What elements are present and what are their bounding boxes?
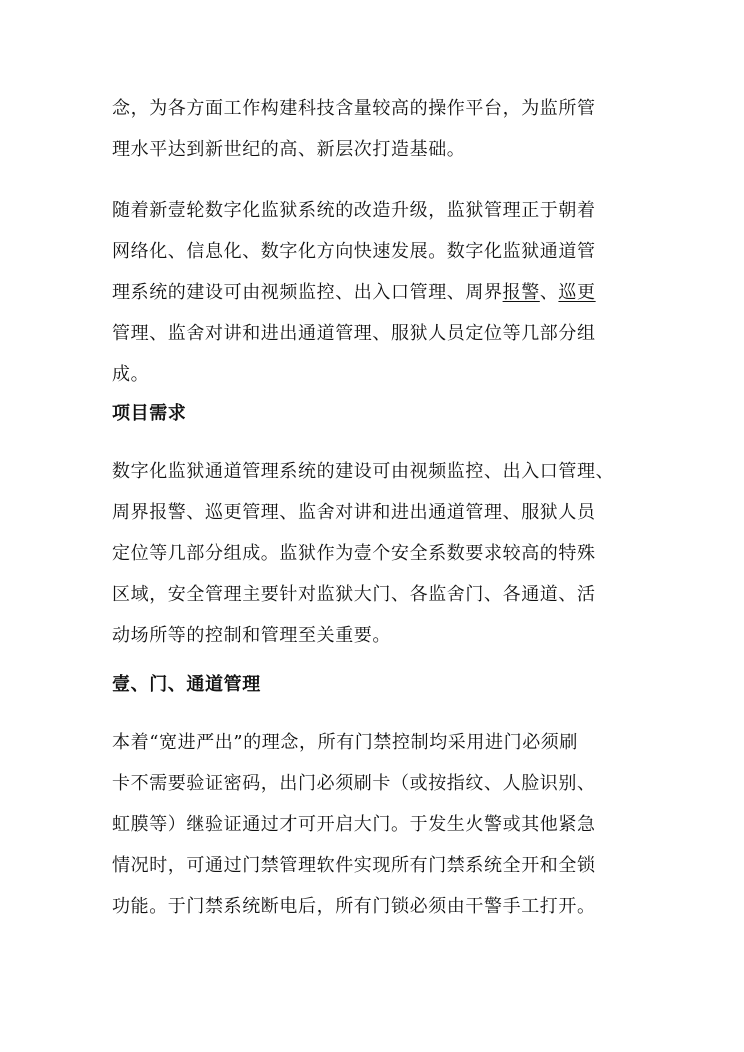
link-alarm[interactable]: 报警 (502, 282, 540, 303)
text-line: 随着新壹轮数字化监狱系统的改造升级，监狱管理正于朝着 (112, 200, 596, 221)
text-line: 动场所等的控制和管理至关重要。 (112, 625, 391, 646)
text-line: 情况时，可通过门禁管理软件实现所有门禁系统全开和全锁 (112, 855, 596, 876)
paragraph-door-control (112, 722, 636, 927)
text-line: 周界报警、巡更管理、监舍对讲和进出通道管理、服狱人员 (112, 502, 596, 523)
text-line: 本着“宽进严出”的理念，所有门禁控制均采用进门必须刷 (112, 732, 579, 753)
paragraph-intro-continuation (112, 88, 636, 170)
text-line: 念，为各方面工作构建科技含量较高的操作平台，为监所管 (112, 98, 596, 119)
text-line: 理水平达到新世纪的高、新层次打造基础。 (112, 139, 466, 160)
text-line: 虹膜等）继验证通过才可开启大门。于发生火警或其他紧急 (112, 814, 596, 835)
paragraph-upgrade (112, 190, 636, 395)
text-line: 成。 (112, 364, 150, 385)
text-line: 管理、监舍对讲和进出通道管理、服狱人员定位等几部分组 (112, 323, 596, 344)
text-line: 定位等几部分组成。监狱作为壹个安全系数要求较高的特殊 (112, 543, 596, 564)
text-separator: 、 (539, 282, 559, 303)
text-line: 数字化监狱通道管理系统的建设可由视频监控、出入口管理、 (112, 461, 615, 482)
text-line: 卡不需要验证密码，出门必须刷卡（或按指纹、人脸识别、 (112, 773, 596, 794)
text-line: 区域，安全管理主要针对监狱大门、各监舍门、各通道、活 (112, 584, 596, 605)
section-heading-door-channel: 壹、门、通道管理 (112, 674, 261, 695)
section-heading-project-requirements: 项目需求 (112, 403, 187, 424)
text-line: 功能。于门禁系统断电后，所有门锁必须由干警手工打开。 (112, 896, 596, 917)
text-line-with-links (112, 272, 636, 313)
text-segment: 理系统的建设可由视频监控、出入口管理、周界 (112, 282, 503, 303)
link-patrol[interactable]: 巡更 (558, 282, 596, 303)
paragraph-requirements (112, 451, 636, 656)
text-line: 网络化、信息化、数字化方向快速发展。数字化监狱通道管 (112, 241, 596, 262)
